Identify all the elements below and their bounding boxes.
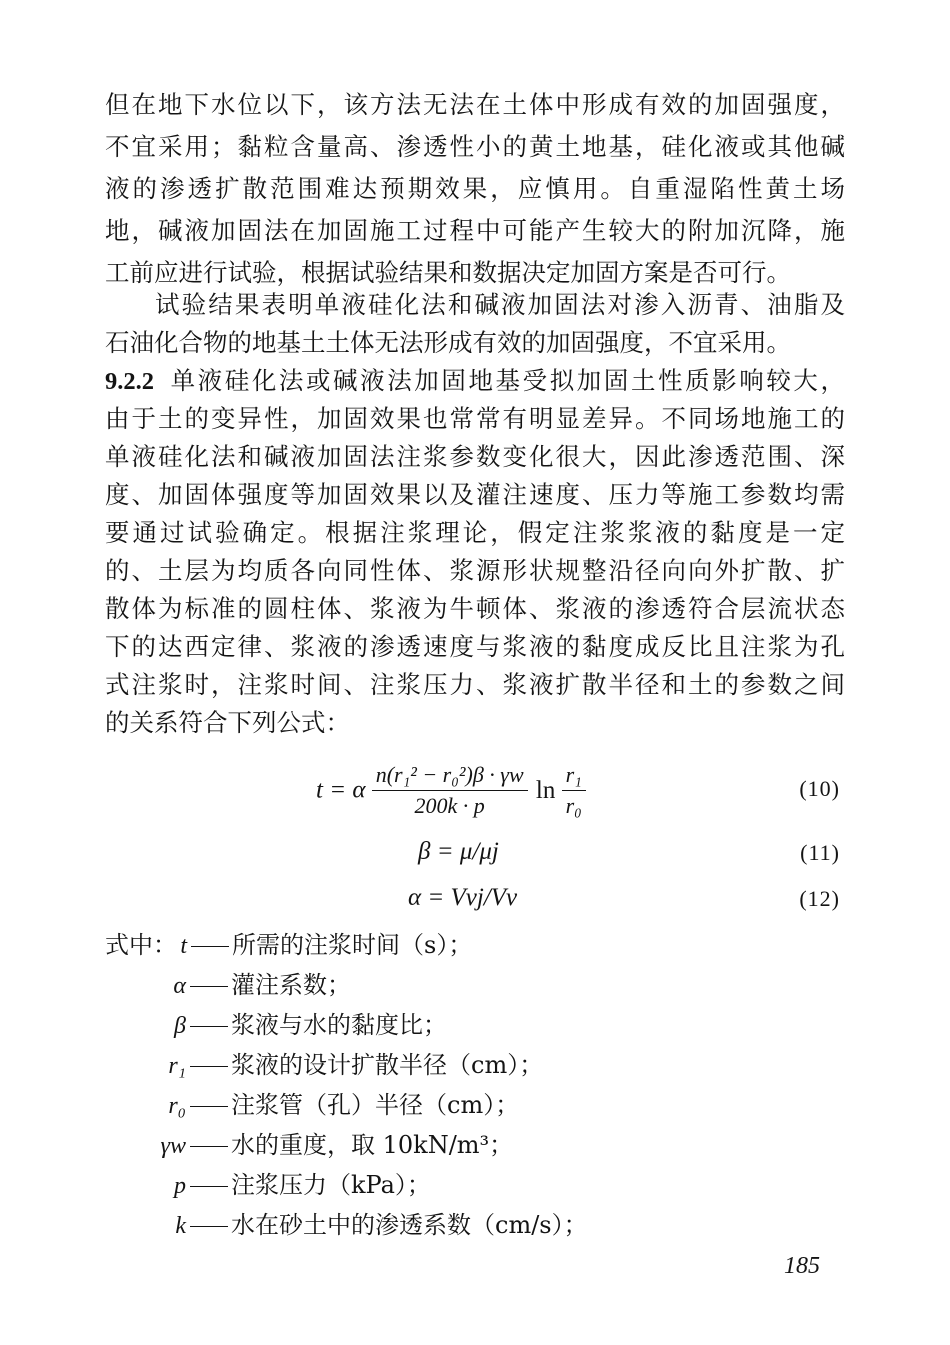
text-line: 地，碱液加固法在加固施工过程中可能产生较大的附加沉降，施: [105, 216, 845, 245]
definition-row: [160, 1166, 431, 1205]
definition-dash: [190, 1186, 228, 1187]
eq10-ln: ln: [535, 776, 556, 804]
definition-text: 注浆压力（kPa）；: [231, 1171, 431, 1199]
definition-symbol: r₁: [168, 1053, 186, 1079]
definition-row: [160, 1206, 588, 1245]
text-line: 石油化合物的地基土土体无法形成有效的加固强度，不宜采用。: [105, 328, 791, 357]
text-line: 工前应进行试验，根据试验结果和数据决定加固方案是否可行。: [105, 258, 791, 287]
equation-number-11: (11): [800, 840, 840, 865]
definition-dash: [190, 1066, 228, 1067]
definition-symbol: k: [175, 1213, 186, 1239]
text-line: 的、土层为均质各向同性体、浆源形状规整沿径向向外扩散、扩: [105, 556, 845, 585]
definition-text: 所需的注浆时间（s）；: [232, 931, 473, 959]
eq10-denominator: 200k · p: [414, 793, 485, 818]
definition-symbol: α: [173, 973, 186, 999]
text-line: 单液硅化法和碱液加固法注浆参数变化很大，因此渗透范围、深: [105, 442, 845, 471]
definition-text: 浆液的设计扩散半径（cm）；: [231, 1051, 544, 1079]
definition-dash: [190, 1226, 228, 1227]
definition-row: [160, 966, 351, 1005]
definition-text: 灌注系数；: [231, 971, 351, 999]
equation-number-10: (10): [799, 776, 840, 801]
definition-dash: [191, 946, 229, 947]
definition-row: [105, 926, 472, 965]
text-line: 试验结果表明单液硅化法和碱液加固法对渗入沥青、油脂及: [155, 290, 845, 319]
eq10-numerator: n(r₁² − r₀²)β · γw: [372, 762, 528, 791]
definition-row: [160, 1126, 513, 1165]
equation-12: α = Vvj/Vv: [408, 884, 518, 911]
definition-dash: [190, 1146, 228, 1147]
text-line: 式注浆时，注浆时间、注浆压力、浆液扩散半径和土的参数之间: [105, 670, 845, 699]
equation-10: [316, 762, 586, 819]
text-line: 液的渗透扩散范围难达预期效果，应慎用。自重湿陷性黄土场: [105, 174, 845, 203]
clause-first-line: [105, 362, 845, 401]
definition-symbol: t: [180, 933, 187, 959]
text-line: 散体为标准的圆柱体、浆液为牛顿体、浆液的渗透符合层流状态: [105, 594, 845, 623]
definition-symbol: γw: [160, 1133, 186, 1159]
definition-row: [160, 1086, 519, 1125]
text-line: 下的达西定律、浆液的渗透速度与浆液的黏度成反比且注浆为孔: [105, 632, 845, 661]
text-line: 单液硅化法或碱液法加固地基受拟加固土性质影响较大，: [168, 366, 845, 395]
definition-text: 浆液与水的黏度比；: [231, 1011, 447, 1039]
text-line: 的关系符合下列公式：: [105, 708, 350, 737]
definition-dash: [190, 1106, 228, 1107]
eq10-main-fraction: [372, 762, 528, 819]
text-line: 度、加固体强度等加固效果以及灌注速度、压力等施工参数均需: [105, 480, 845, 509]
page-number: 185: [784, 1253, 820, 1279]
definitions-lead: 式中：: [105, 931, 177, 959]
text-line: 要通过试验确定。根据注浆理论，假定注浆浆液的黏度是一定: [105, 518, 845, 547]
definition-dash: [190, 986, 228, 987]
equation-11: β = μ/μj: [418, 838, 499, 865]
eq10-ln-numerator: r₁: [562, 762, 586, 791]
definition-symbol: β: [174, 1013, 186, 1039]
eq10-lhs: t = α: [316, 776, 366, 804]
definition-text: 水在砂土中的渗透系数（cm/s）；: [231, 1211, 588, 1239]
equation-number-12: (12): [799, 886, 840, 911]
definition-dash: [190, 1026, 228, 1027]
definition-row: [160, 1006, 447, 1045]
text-line: 由于土的变异性，加固效果也常常有明显差异。不同场地施工的: [105, 404, 845, 433]
definition-text: 水的重度，取 10kN/m³；: [231, 1131, 514, 1159]
eq10-ln-fraction: [562, 762, 586, 819]
definition-symbol: r₀: [168, 1093, 186, 1119]
definition-text: 注浆管（孔）半径（cm）；: [231, 1091, 520, 1119]
definition-row: [160, 1046, 543, 1085]
text-line: 不宜采用；黏粒含量高、渗透性小的黄土地基，硅化液或其他碱: [105, 132, 845, 161]
eq10-ln-denominator: r₀: [565, 793, 582, 818]
clause-number: 9.2.2: [105, 368, 154, 395]
text-line: 但在地下水位以下，该方法无法在土体中形成有效的加固强度，: [105, 90, 845, 119]
definition-symbol: p: [174, 1173, 186, 1199]
